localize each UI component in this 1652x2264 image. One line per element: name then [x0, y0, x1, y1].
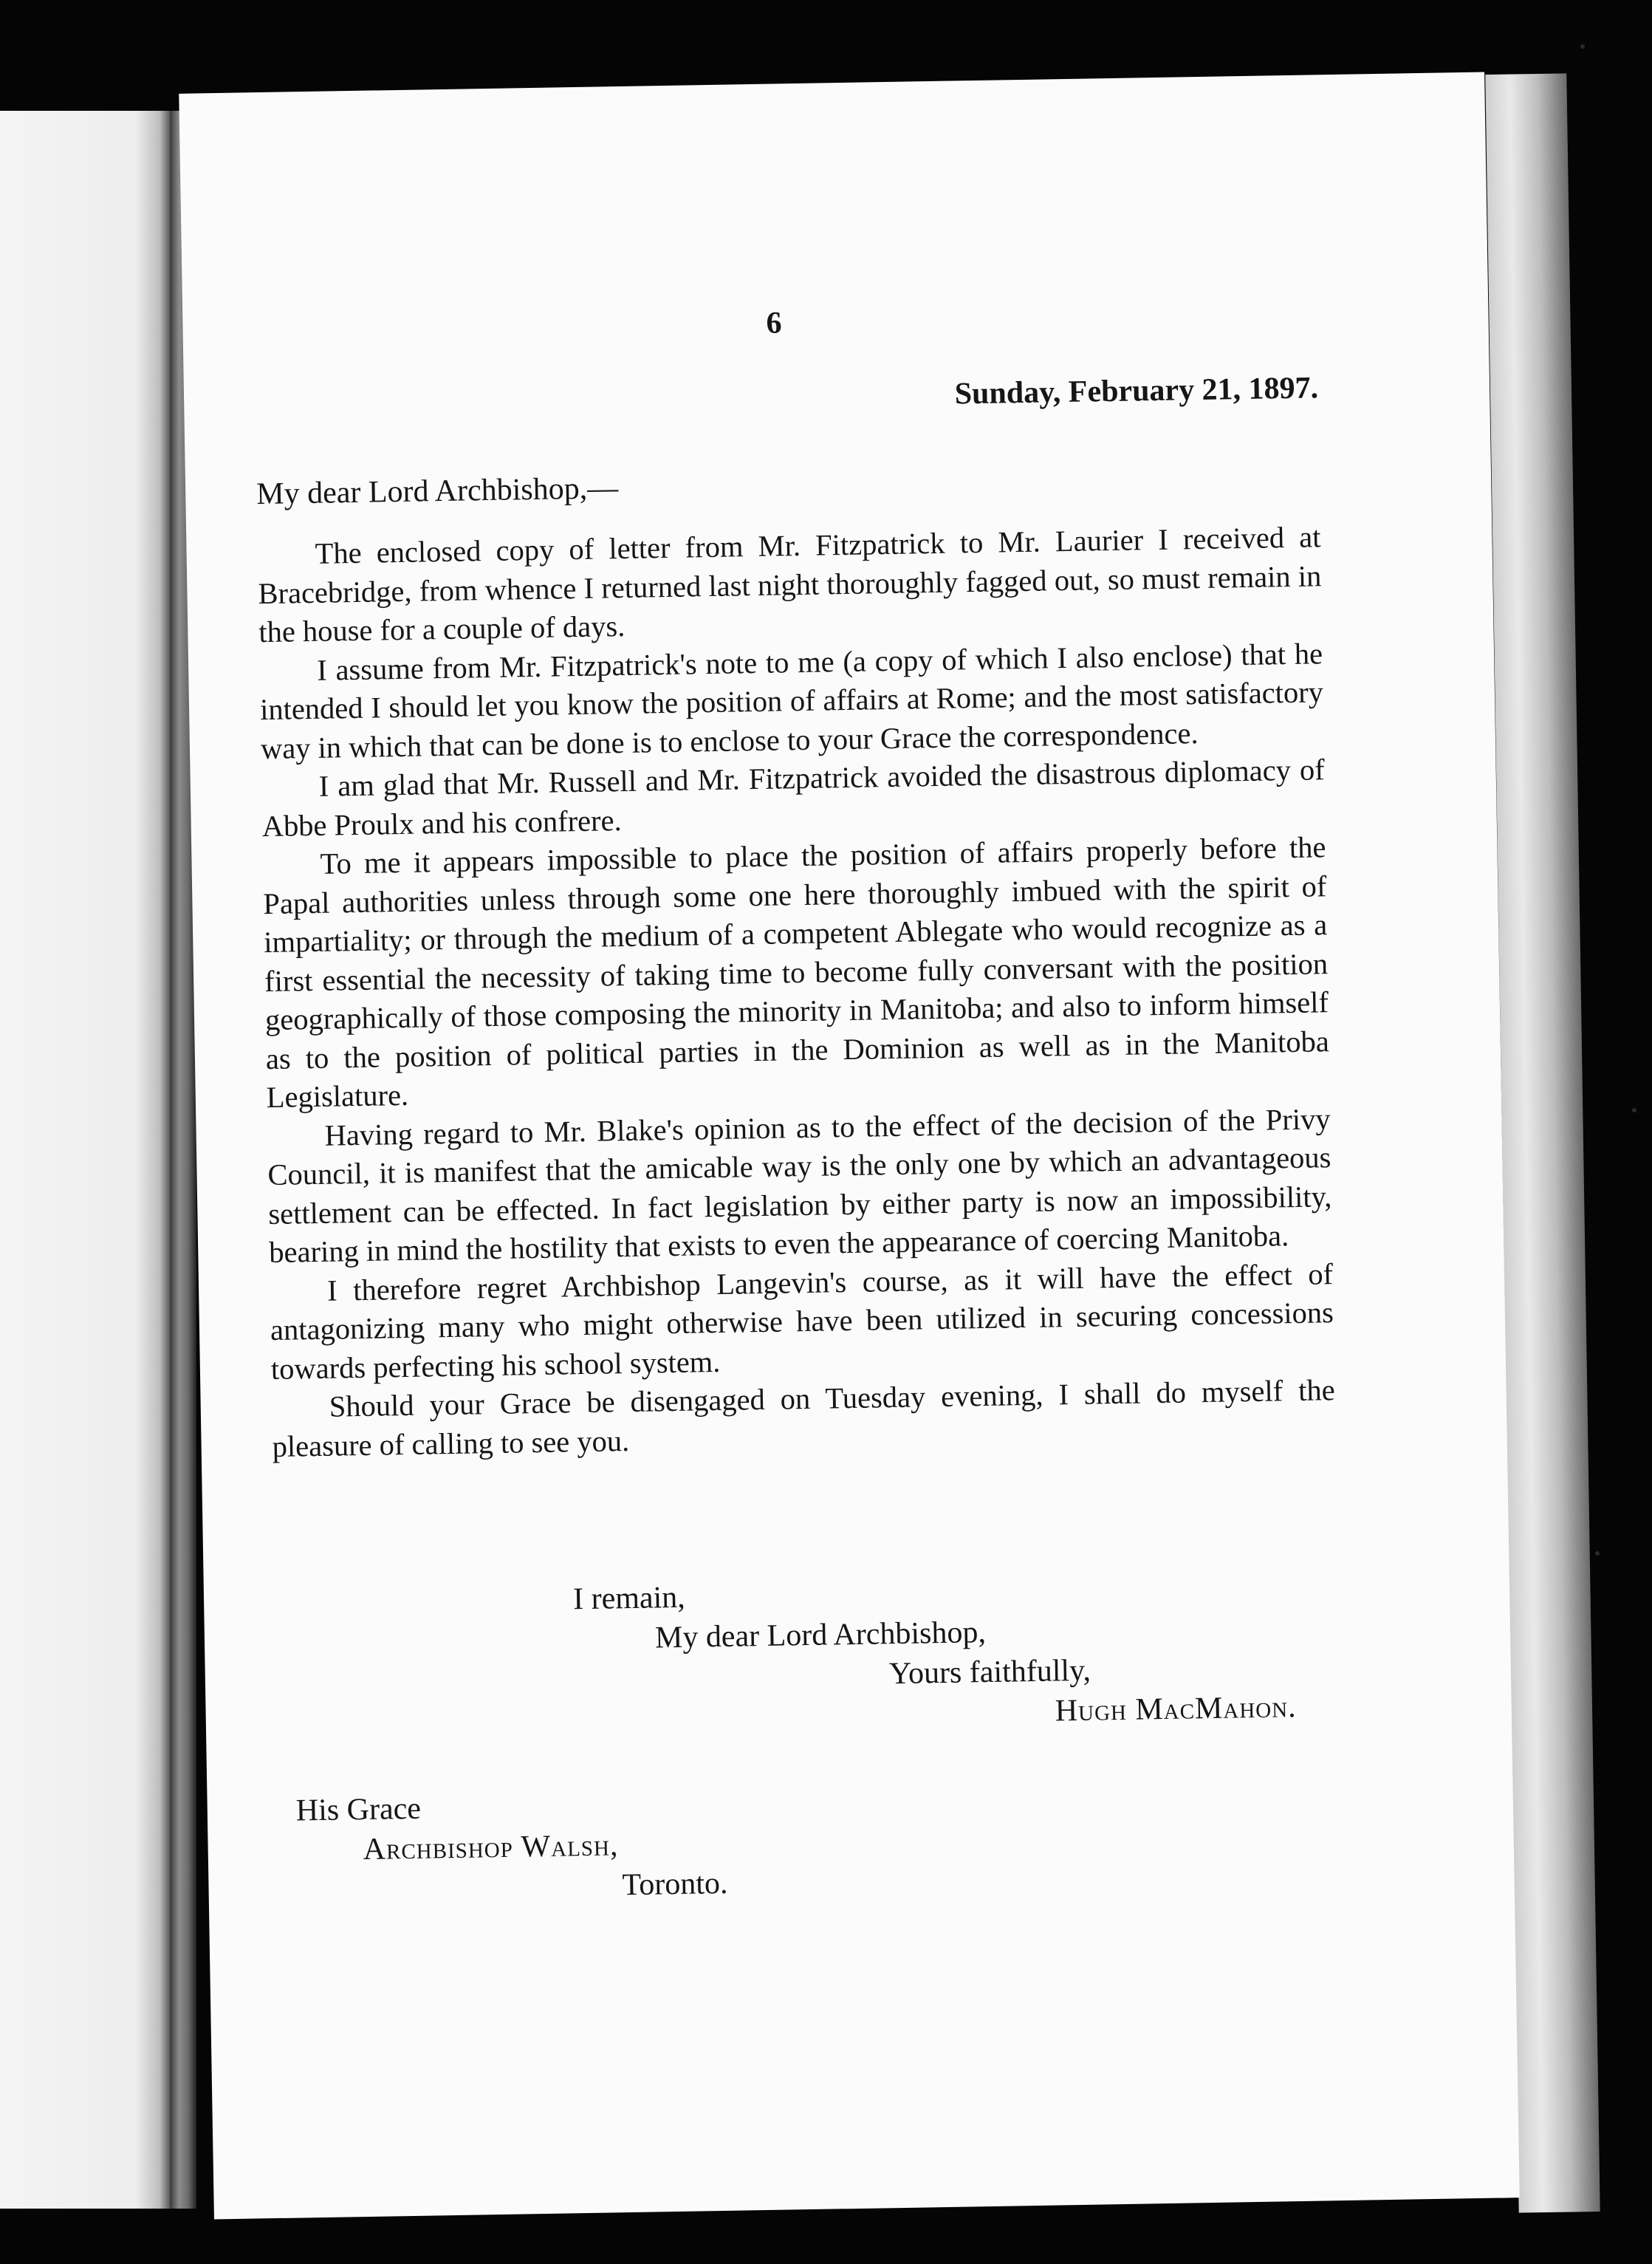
paragraph: Should your Grace be disengaged on Tuesday evening, I shall do myself the pleasure of calling to see you.: [272, 1373, 1335, 1463]
recipient-name: Archbishop Walsh,: [363, 1828, 619, 1867]
salutation: My dear Lord Archbishop,—: [256, 471, 619, 512]
document-page: [179, 72, 1519, 2220]
letter-body: [257, 518, 1336, 1466]
scan-speck: [1595, 1551, 1600, 1556]
paragraph: I assume from Mr. Fitzpatrick's note to me (a copy of which I also enclose) that he intended I should let you know the position of affairs at Rome; and the most satisfactory way in which that can be done is to enclose to your Grace the correspondence.: [259, 636, 1324, 765]
paragraph: The enclosed copy of letter from Mr. Fitzpatrick to Mr. Laurier I received at Bracebridge, from whence I returned last night thoroughly fagged out, so must remain in the house for a couple of days.: [258, 520, 1322, 649]
closing-valediction: Yours faithfully,: [888, 1653, 1091, 1692]
scan-speck: [1580, 44, 1585, 49]
scan-speck: [1632, 1108, 1636, 1112]
closing-address: My dear Lord Archbishop,: [654, 1615, 987, 1655]
paragraph: I therefore regret Archbishop Langevin's course, as it will have the effect of antagonizing many who might otherwise have been utilized in securing concessions towards perfecting his school system.: [270, 1256, 1334, 1386]
page-number: 6: [766, 306, 782, 341]
recipient-title: His Grace: [295, 1791, 422, 1828]
signature: Hugh MacMahon.: [1055, 1690, 1297, 1728]
previous-page-edge: [0, 111, 170, 2209]
recipient-city: Toronto.: [622, 1866, 728, 1903]
paragraph: To me it appears impossible to place the position of affairs properly before the Papal authorities unless through some one here thoroughly imbued with the spirit of impartiality; or through the medium of a competent Ablegate who would recognize as a first essential the necessity of taking time to become fully conversant with the position geographically of those composing the minority in Manitoba; and also to inform himself as to the position of political parties in the Dominion as well as in the Manitoba Legislature.: [263, 830, 1330, 1115]
paragraph: Having regard to Mr. Blake's opinion as to the effect of the decision of the Privy Council, it is manifest that the amicable way is the only one by which an advantageous settlement can be effected. In fact legislation by either party is now an impossibility, bearing in mind the hostility that exists to even the appearance of coercing Manitoba.: [267, 1101, 1332, 1270]
paragraph: I am glad that Mr. Russell and Mr. Fitzpatrick avoided the disastrous diplomacy of Abbe Proulx and his confrere.: [261, 753, 1326, 843]
closing-remain: I remain,: [572, 1580, 686, 1617]
letter-date: Sunday, February 21, 1897.: [954, 371, 1319, 411]
